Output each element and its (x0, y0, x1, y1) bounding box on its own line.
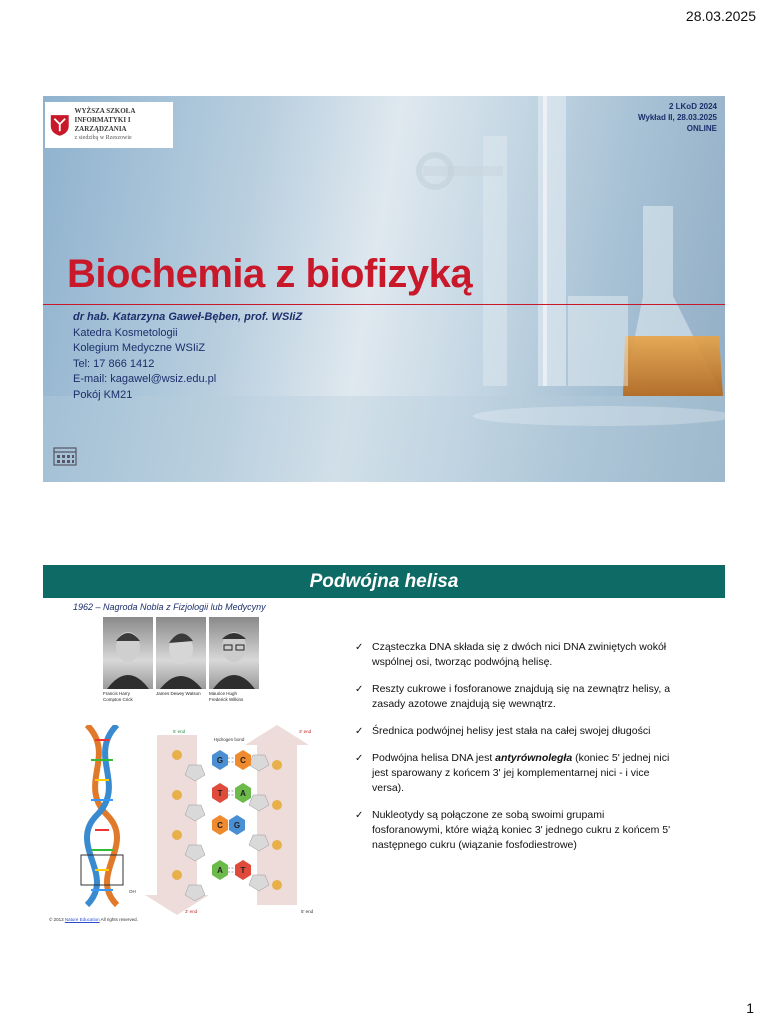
college: Kolegium Medyczne WSIiZ (73, 342, 206, 354)
hydrogen-bond-label: Hydrogen bond (213, 737, 245, 742)
lecture-date: Wykład II, 28.03.2025 (637, 113, 717, 122)
caption-name-line-1: Maurice Hugh (209, 691, 238, 696)
caption-name-line-2: Compton Crick (103, 697, 133, 702)
base-label: G (233, 821, 241, 830)
room: Pokój KM21 (73, 388, 133, 401)
university-crest-icon (49, 112, 71, 138)
dna-double-helix-diagram (77, 725, 323, 915)
department: Katedra Kosmetologii (73, 326, 178, 339)
university-logo (45, 102, 173, 148)
course-code: 2 LKoD 2024 (668, 102, 717, 111)
end-label: 5' end (173, 729, 186, 734)
portrait-wilkins (209, 617, 259, 689)
oh-label: OH (129, 889, 136, 894)
logo-line-3: z siedzibą w Rzeszowie (74, 135, 132, 141)
base-label: T (217, 789, 223, 798)
nobel-caption: 1962 – Nagroda Nobla z Fizjologii lub Medycyny (73, 602, 266, 612)
caption-watson (156, 691, 212, 697)
base-label: A (240, 789, 246, 798)
caption-name-line-1: James Dewey Watson (156, 691, 201, 696)
list-item: ✓ Średnica podwójnej helisy jest stała na całej swojej długości (355, 724, 675, 739)
base-label: T (240, 866, 246, 875)
list-item: ✓ Cząsteczka DNA składa się z dwóch nici DNA zwiniętych wokół wspólnej osi, tworząc podwójną helisę. (355, 640, 675, 670)
slide-title: Podwójna helisa (309, 570, 459, 592)
logo-line-1: WYŻSZA SZKOŁA (74, 107, 136, 115)
slide-date: 28.03.2025 (685, 8, 756, 24)
phone: Tel: 17 866 1412 (73, 357, 155, 370)
helix-illustration (81, 725, 123, 905)
course-info (638, 101, 717, 134)
page-number: 1 (746, 1000, 754, 1016)
caption-wilkins (209, 691, 265, 703)
end-label: 5' end (301, 909, 314, 914)
double-helix-slide (43, 565, 725, 930)
email: E-mail: kagawel@wsiz.edu.pl (73, 373, 217, 385)
slide-title: Biochemia z biofizyką (67, 252, 473, 296)
list-item: ✓ Podwójna helisa DNA jest antyrównoległa (koniec 5' jednej nici jest sparowany z końcem 3' jej komplementarnej nici - i vice versa). (355, 751, 675, 796)
end-label: 3' end (185, 909, 198, 914)
list-item: ✓ Reszty cukrowe i fosforanowe znajdują się na zewnątrz helisy, a zasady azotowe znajdują się wewnątrz. (355, 682, 675, 712)
title-slide (43, 96, 725, 482)
portrait-watson (156, 617, 206, 689)
list-item: ✓ Nukleotydy są połączone ze sobą swoimi grupami fosforanowymi, które wiążą koniec 3' jednego cukru z końcem 5' następnego cukru (wiązanie fosfodiestrowe) (355, 808, 675, 853)
caption-name-line-2: Frederick Wilkins (209, 697, 244, 702)
lecture-mode: ONLINE (686, 124, 717, 133)
title-divider (43, 304, 725, 305)
base-label: C (217, 821, 223, 830)
nature-education-link[interactable]: Nature Education (64, 917, 100, 922)
logo-line-2: INFORMATYKI I ZARZĄDZANIA (74, 116, 131, 133)
base-label: A (217, 866, 223, 875)
slide-header-bar (43, 565, 725, 598)
base-label: C (240, 756, 246, 765)
caption-name-line-1: Francis Harry (103, 691, 131, 696)
bullet-list (355, 640, 675, 865)
author-info (73, 310, 302, 403)
calendar-icon (53, 446, 77, 466)
caption-crick (103, 691, 159, 703)
portrait-crick (103, 617, 153, 689)
end-label: 3' end (299, 729, 312, 734)
copyright-note: © 2013 Nature Education All rights reserved. (49, 917, 138, 922)
base-label: G (216, 756, 224, 765)
emphasis-antiparallel: antyrównoległa (495, 752, 573, 764)
author-name: dr hab. Katarzyna Gaweł-Bęben, prof. WSIiZ (73, 311, 303, 323)
